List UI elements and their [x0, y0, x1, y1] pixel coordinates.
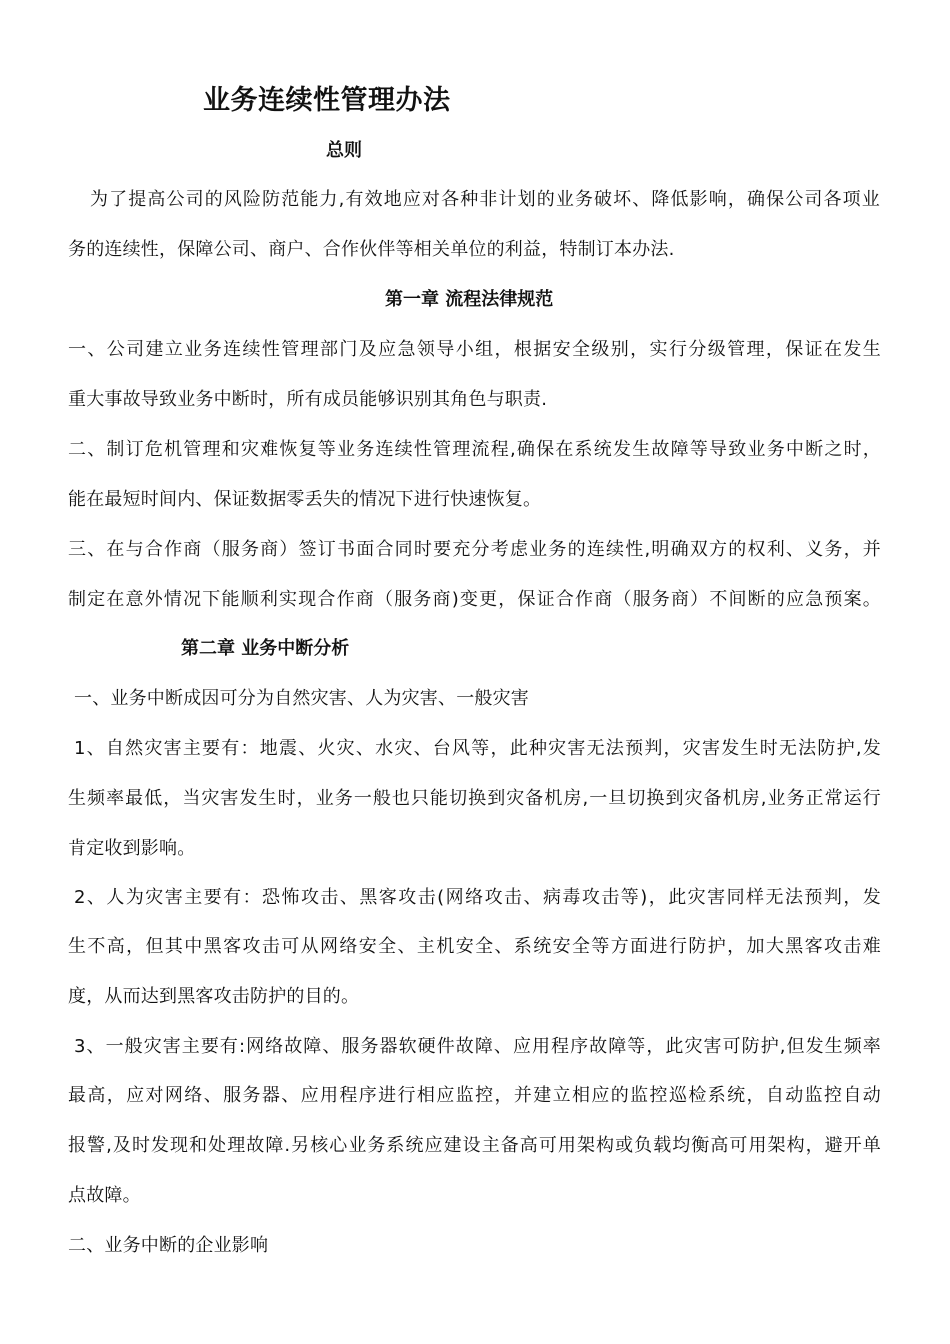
chapter-2-point-1-line-3: 肯定收到影响。 [68, 838, 196, 859]
document-title: 业务连续性管理办法 [203, 85, 451, 116]
chapter-2-point-1-line-1: 1、自然灾害主要有：地震、火灾、水灾、台风等，此种灾害无法预判，灾害发生时无法防护,发 [74, 738, 881, 759]
intro-line-2: 务的连续性，保障公司、商户、合作伙伴等相关单位的利益，特制订本办法. [68, 239, 675, 260]
chapter-1-heading: 第一章 流程法律规范 [385, 289, 554, 310]
chapter-1-item-3-line-1: 三、在与合作商（服务商）签订书面合同时要充分考虑业务的连续性,明确双方的权利、义务，并 [68, 539, 881, 560]
chapter-1-item-2-line-1: 二、制订危机管理和灾难恢复等业务连续性管理流程,确保在系统发生故障等导致业务中断之时， [68, 439, 881, 460]
chapter-2-point-3-line-3: 报警,及时发现和处理故障.另核心业务系统应建设主备高可用架构或负载均衡高可用架构，避开单 [68, 1135, 881, 1156]
chapter-2-point-2-line-3: 度，从而达到黑客攻击防护的目的。 [68, 986, 360, 1007]
chapter-2-point-2-line-2: 生不高，但其中黑客攻击可从网络安全、主机安全、系统安全等方面进行防护，加大黑客攻击难 [68, 936, 881, 957]
intro-line-1: 为了提高公司的风险防范能力,有效地应对各种非计划的业务破坏、降低影响，确保公司各项业 [90, 189, 880, 210]
chapter-2-section-1: 一、业务中断成因可分为自然灾害、人为灾害、一般灾害 [74, 688, 529, 709]
chapter-2-point-1-line-2: 生频率最低，当灾害发生时，业务一般也只能切换到灾备机房,一旦切换到灾备机房,业务正常运行 [68, 788, 881, 809]
chapter-2-heading: 第二章 业务中断分析 [181, 638, 350, 659]
chapter-1-item-3-line-2: 制定在意外情况下能顺利实现合作商（服务商)变更，保证合作商（服务商）不间断的应急预案。 [68, 589, 881, 610]
chapter-1-item-2-line-2: 能在最短时间内、保证数据零丢失的情况下进行快速恢复。 [68, 489, 542, 510]
chapter-1-item-1-line-2: 重大事故导致业务中断时，所有成员能够识别其角色与职责. [68, 389, 548, 410]
chapter-2-section-2: 二、业务中断的企业影响 [68, 1235, 269, 1256]
chapter-2-point-2-line-1: 2、人为灾害主要有：恐怖攻击、黑客攻击(网络攻击、病毒攻击等)，此灾害同样无法预判，发 [74, 887, 881, 908]
chapter-2-point-3-line-2: 最高，应对网络、服务器、应用程序进行相应监控，并建立相应的监控巡检系统，自动监控自动 [68, 1085, 881, 1106]
chapter-2-point-3-line-1: 3、一般灾害主要有:网络故障、服务器软硬件故障、应用程序故障等，此灾害可防护,但发生频率 [74, 1036, 881, 1057]
chapter-1-item-1-line-1: 一、公司建立业务连续性管理部门及应急领导小组，根据安全级别，实行分级管理，保证在发生 [68, 339, 881, 360]
chapter-2-point-3-line-4: 点故障。 [68, 1185, 141, 1206]
general-provisions-heading: 总则 [326, 140, 362, 161]
